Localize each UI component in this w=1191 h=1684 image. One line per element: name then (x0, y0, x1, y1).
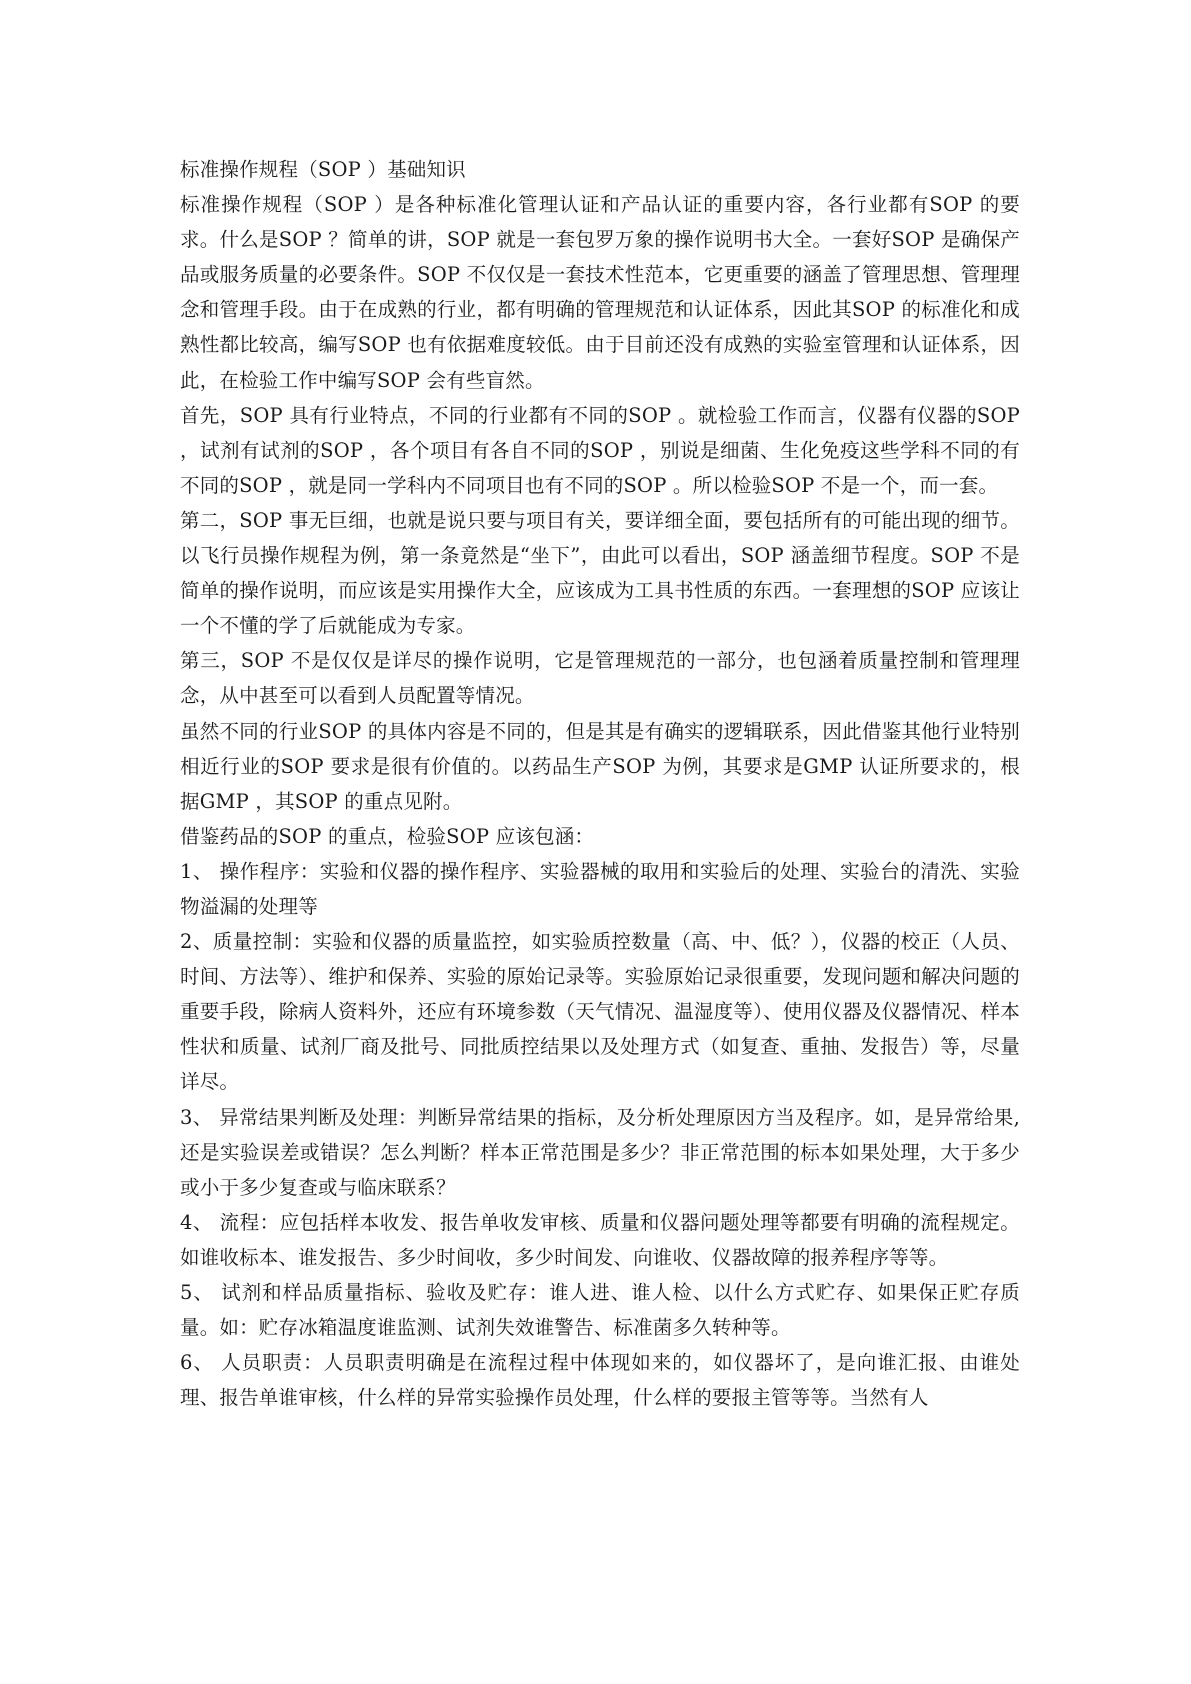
list-item-operation-procedure: 1、 操作程序：实验和仪器的操作程序、实验器械的取用和实验后的处理、实验台的清洗、实验物溢漏的处理等 (180, 859, 1020, 918)
paragraph-intro: 标准操作规程（SOP ）是各种标准化管理认证和产品认证的重要内容，各行业都有SOP 的要求。什么是SOP ？简单的讲，SOP 就是一套包罗万象的操作说明书大全。一套好SOP 是确保产品或服务质量的必要条件。SOP 不仅仅是一套技术性范本，它更重要的涵盖了管理思想、管理理念和管理手段。由于在成熟的行业，都有明确的管理规范和认证体系，因此其SOP 的标准化和成熟性都比较高，编写SOP 也有依据难度较低。由于目前还没有成熟的实验室管理和认证体系，因此，在检验工作中编写SOP 会有些盲然。 (180, 193, 1020, 392)
list-item-quality-control: 2、质量控制：实验和仪器的质量监控，如实验质控数量（高、中、低？），仪器的校正（人员、时间、方法等）、维护和保养、实验的原始记录等。实验原始记录很重要，发现问题和解决问题的重要手段，除病人资料外，还应有环境参数（天气情况、温湿度等）、使用仪器及仪器情况、样本性状和质量、试剂厂商及批号、同批质控结果以及处理方式（如复查、重抽、发报告）等，尽量详尽。 (180, 930, 1020, 1094)
paragraph-second-point: 第二，SOP 事无巨细，也就是说只要与项目有关，要详细全面，要包括所有的可能出现的细节。以飞行员操作规程为例，第一条竟然是“坐下”，由此可以看出，SOP 涵盖细节程度。SOP 不是简单的操作说明，而应该是实用操作大全，应该成为工具书性质的东西。一套理想的SOP 应该让一个不懂的学了后就能成为专家。 (180, 508, 1020, 638)
list-item-reagents-samples: 5、 试剂和样品质量指标、验收及贮存：谁人进、谁人检、以什么方式贮存、如果保正贮存质量。如：贮存冰箱温度谁监测、试剂失效谁警告、标准菌多久转种等。 (180, 1281, 1020, 1340)
document-body (180, 152, 1020, 1415)
paragraph-third-point: 第三，SOP 不是仅仅是详尽的操作说明，它是管理规范的一部分，也包涵着质量控制和管理理念，从中甚至可以看到人员配置等情况。 (180, 649, 1020, 708)
paragraph-industry-reference: 虽然不同的行业SOP 的具体内容是不同的，但是其是有确实的逻辑联系，因此借鉴其他行业特别相近行业的SOP 要求是很有价值的。以药品生产SOP 为例，其要求是GMP 认证所要求的，根据GMP ，其SOP 的重点见附。 (180, 719, 1020, 813)
document-title: 标准操作规程（SOP ）基础知识 (180, 158, 466, 181)
paragraph-sop-contents-heading: 借鉴药品的SOP 的重点，检验SOP 应该包涵： (180, 824, 595, 848)
list-item-staff-duties: 6、 人员职责：人员职责明确是在流程过程中体现如来的，如仪器坏了，是向谁汇报、由谁处理、报告单谁审核，什么样的异常实验操作员处理，什么样的要报主管等等。当然有人 (180, 1351, 1020, 1410)
paragraph-first-point: 首先，SOP 具有行业特点，不同的行业都有不同的SOP 。就检验工作而言，仪器有仪器的SOP ，试剂有试剂的SOP ，各个项目有各自不同的SOP ，别说是细菌、生化免疫这些学科不同的有不同的SOP ，就是同一学科内不同项目也有不同的SOP 。所以检验SOP 不是一个，而一套。 (180, 403, 1020, 497)
list-item-workflow: 4、 流程：应包括样本收发、报告单收发审核、质量和仪器问题处理等都要有明确的流程规定。如谁收标本、谁发报告、多少时间收，多少时间发、向谁收、仪器故障的报养程序等等。 (180, 1210, 1020, 1269)
list-item-abnormal-results: 3、 异常结果判断及处理：判断异常结果的指标，及分析处理原因方当及程序。如，是异常给果,还是实验误差或错误？怎么判断？样本正常范围是多少？非正常范围的标本如果处理，大于多少或小于多少复查或与临床联系？ (180, 1105, 1020, 1199)
